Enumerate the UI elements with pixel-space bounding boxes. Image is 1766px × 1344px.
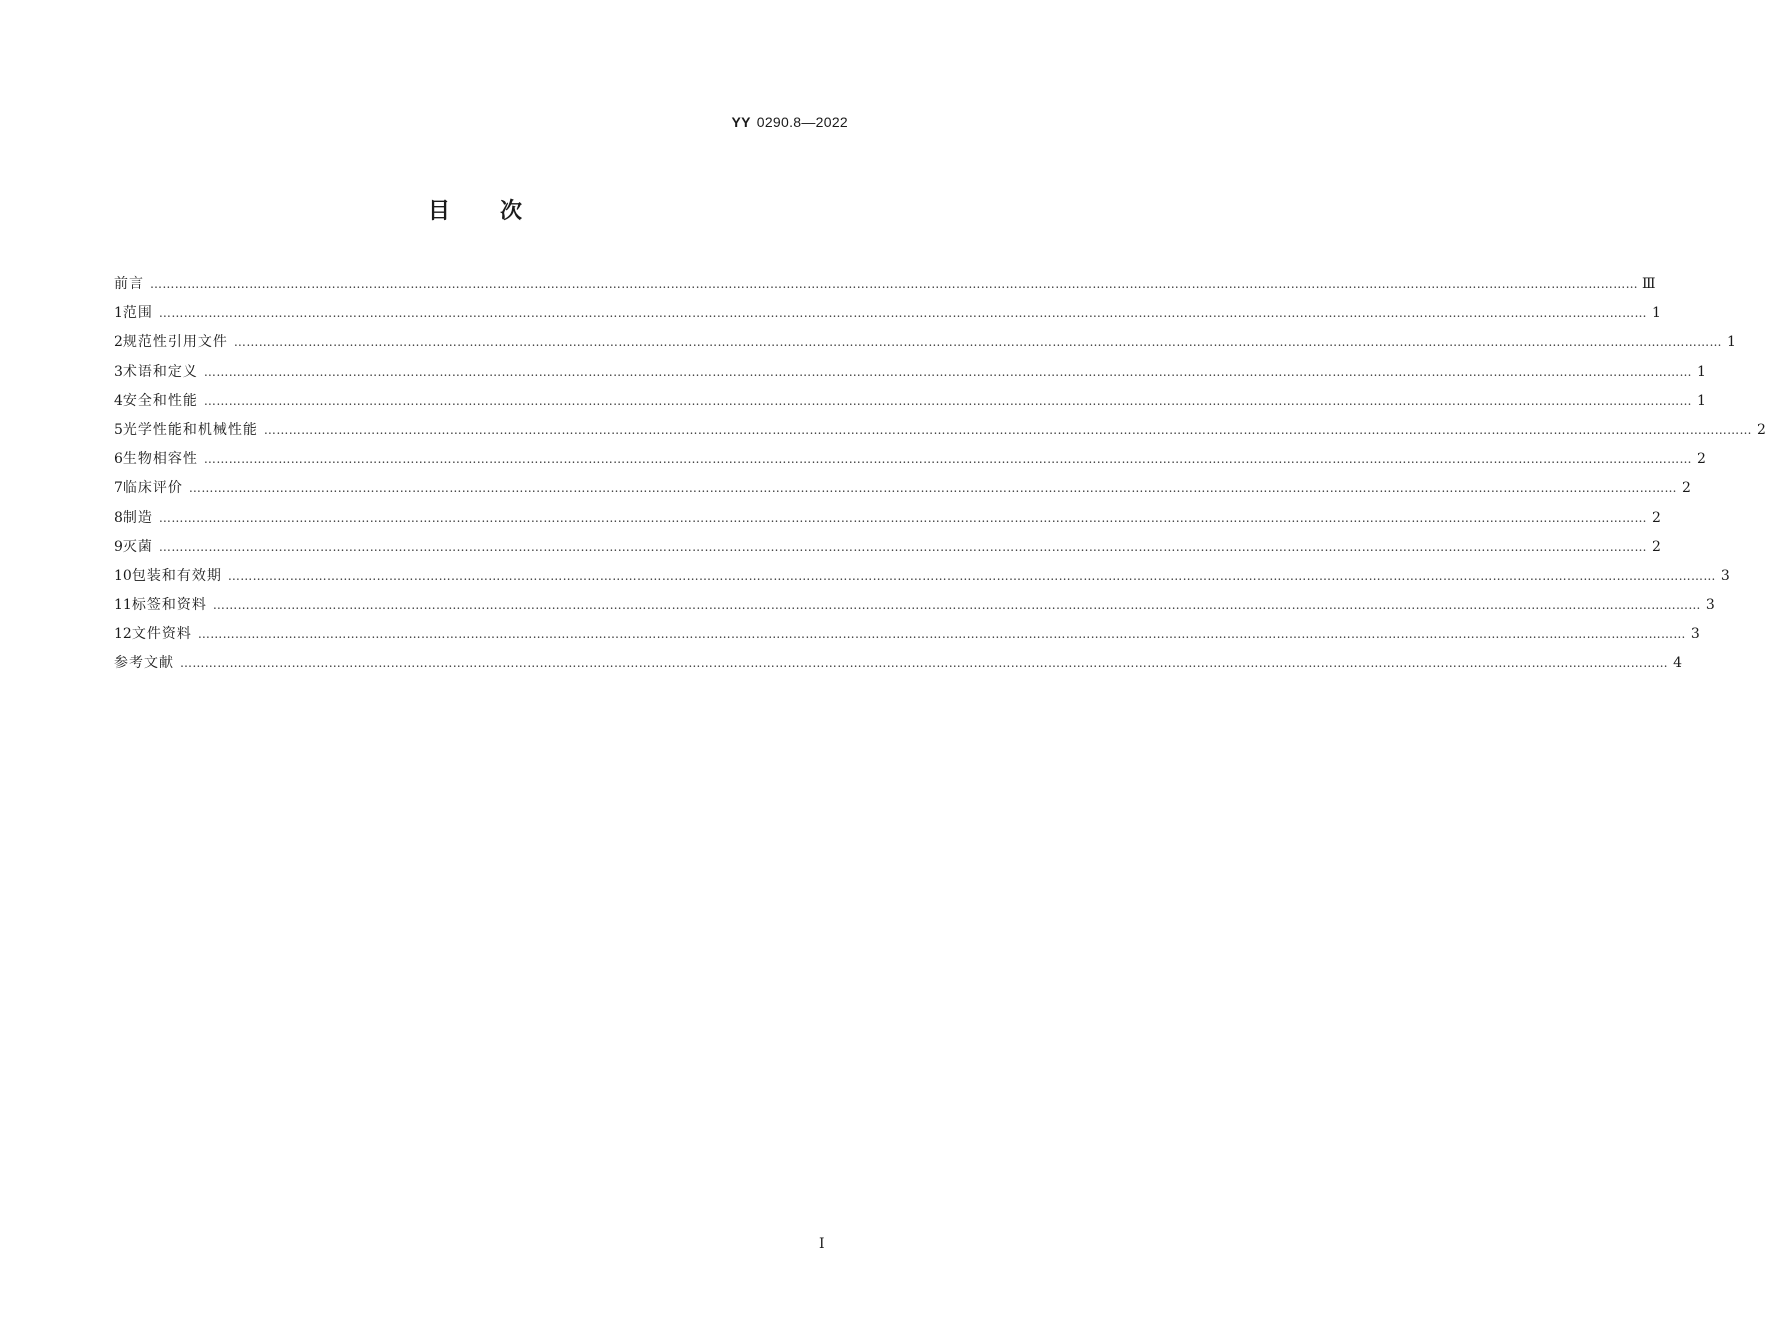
dot-leader: ………………………………………………………………………………………………………………………………………………………………………………………………………………………………………………………………………………………………………………………………: [150, 277, 1638, 291]
standard-number: 0290.8—2022: [756, 114, 848, 130]
dot-leader: ………………………………………………………………………………………………………………………………………………………………………………………………………………………………………………………………………………………………………………………………: [212, 598, 1701, 613]
toc-entry-number: 5: [114, 421, 123, 438]
toc-entry-number: 10: [114, 567, 132, 584]
toc-entry-label: 安全和性能: [122, 392, 198, 409]
toc-entry-page: 4: [1673, 655, 1682, 672]
toc-entry[interactable]: [114, 387, 1706, 416]
toc-entry-label: 前言: [114, 276, 144, 292]
toc-entry-label: 参考文献: [114, 655, 174, 672]
toc-entry-label: 规范性引用文件: [122, 334, 228, 351]
toc-entry-label: 制造: [122, 509, 153, 526]
dot-leader: ………………………………………………………………………………………………………………………………………………………………………………………………………………………………………………………………………………………………………………………………: [203, 452, 1692, 467]
toc-entry[interactable]: [114, 620, 1700, 649]
toc-entry-page: 1: [1727, 334, 1736, 351]
toc-entry[interactable]: [114, 649, 1682, 678]
dot-leader: ………………………………………………………………………………………………………………………………………………………………………………………………………………………………………………………………………………………………………………………………: [203, 364, 1692, 379]
toc-entry-label: 包装和有效期: [131, 567, 222, 584]
toc-entry-number: 3: [114, 363, 123, 380]
toc-entry-number: 8: [114, 509, 123, 526]
page-title: 目次: [427, 199, 572, 224]
toc-entry-label: 生物相容性: [122, 451, 198, 468]
toc-entry-label: 范围: [122, 305, 153, 322]
dot-leader: ………………………………………………………………………………………………………………………………………………………………………………………………………………………………………………………………………………………………………………………………: [180, 656, 1668, 671]
dot-leader: ………………………………………………………………………………………………………………………………………………………………………………………………………………………………………………………………………………………………………………………………: [158, 510, 1647, 525]
toc-entry-number: 4: [114, 392, 123, 409]
toc-entry-page: 2: [1652, 509, 1661, 526]
toc-entry-page: 2: [1682, 480, 1691, 497]
toc-entry[interactable]: [114, 416, 1766, 445]
dot-leader: ………………………………………………………………………………………………………………………………………………………………………………………………………………………………………………………………………………………………………………………………: [233, 335, 1722, 350]
dot-leader: ………………………………………………………………………………………………………………………………………………………………………………………………………………………………………………………………………………………………………………………………: [158, 539, 1647, 554]
toc-entry[interactable]: [114, 358, 1706, 387]
toc-entry-label: 光学性能和机械性能: [122, 421, 258, 438]
toc-entry-label: 文件资料: [131, 626, 192, 643]
toc-entry-page: 1: [1697, 392, 1706, 409]
toc-entry-number: 2: [114, 334, 123, 351]
toc-entry-number: 9: [114, 538, 123, 555]
toc-entry[interactable]: [114, 533, 1661, 562]
toc-entry-page: 3: [1690, 626, 1700, 643]
toc-entry[interactable]: [114, 270, 1656, 299]
toc-entry-number: 1: [114, 305, 123, 322]
standard-prefix: YY: [731, 114, 751, 130]
dot-leader: ………………………………………………………………………………………………………………………………………………………………………………………………………………………………………………………………………………………………………………………………: [197, 627, 1686, 642]
dot-leader: ………………………………………………………………………………………………………………………………………………………………………………………………………………………………………………………………………………………………………………………………: [227, 568, 1716, 583]
toc-entry-number: 7: [114, 480, 123, 497]
dot-leader: ………………………………………………………………………………………………………………………………………………………………………………………………………………………………………………………………………………………………………………………………: [263, 422, 1752, 437]
toc-entry-page: 2: [1697, 451, 1706, 468]
standard-code: [731, 114, 848, 130]
toc-entry-label: 术语和定义: [122, 363, 198, 380]
toc-entry-number: 12: [114, 626, 132, 643]
toc-entry-page: 1: [1652, 305, 1661, 322]
toc-entry-page: 3: [1720, 567, 1730, 584]
dot-leader: ………………………………………………………………………………………………………………………………………………………………………………………………………………………………………………………………………………………………………………………………: [158, 306, 1647, 321]
toc-entry-number: 11: [114, 597, 132, 614]
toc-entry[interactable]: [114, 328, 1736, 357]
toc-entry-page: 3: [1705, 597, 1715, 614]
toc-entry[interactable]: [114, 445, 1706, 474]
toc-entry[interactable]: [114, 504, 1661, 533]
page-number: Ⅰ: [819, 1236, 825, 1252]
dot-leader: ………………………………………………………………………………………………………………………………………………………………………………………………………………………………………………………………………………………………………………………………: [188, 481, 1677, 496]
toc-entry-page: 1: [1697, 363, 1706, 380]
toc-entry-page: 2: [1757, 421, 1766, 438]
toc-entry[interactable]: [114, 474, 1691, 503]
table-of-contents: [114, 270, 1766, 679]
dot-leader: ………………………………………………………………………………………………………………………………………………………………………………………………………………………………………………………………………………………………………………………………: [203, 393, 1692, 408]
toc-entry[interactable]: [114, 299, 1661, 328]
toc-entry-page: 2: [1652, 538, 1661, 555]
toc-entry-label: 标签和资料: [131, 597, 207, 614]
toc-entry-page: Ⅲ: [1642, 276, 1656, 292]
toc-entry-number: 6: [114, 451, 123, 468]
toc-entry-label: 灭菌: [122, 538, 153, 555]
toc-entry[interactable]: [114, 562, 1730, 591]
toc-entry-label: 临床评价: [122, 480, 183, 497]
toc-entry[interactable]: [114, 591, 1715, 620]
